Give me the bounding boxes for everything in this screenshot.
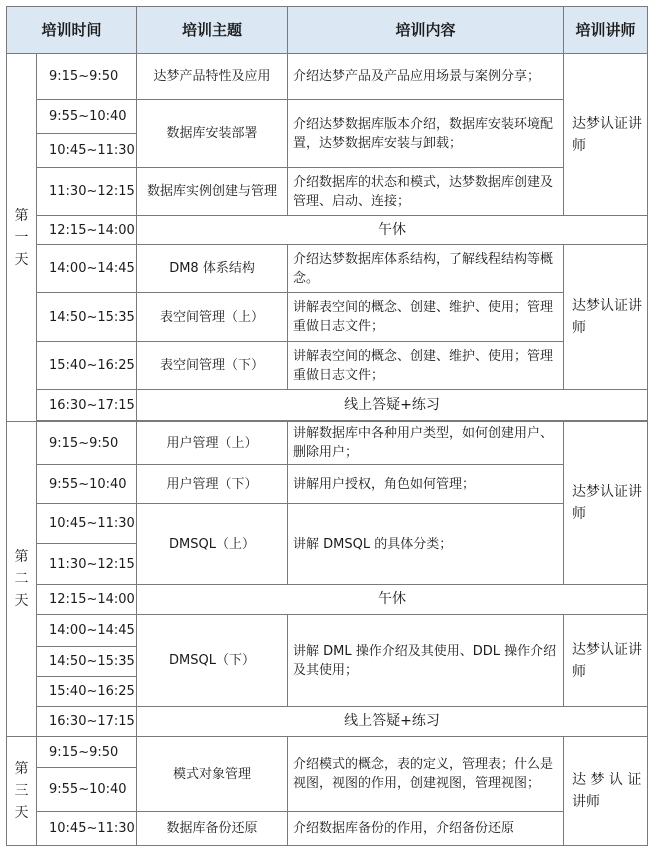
day-label: 第三天	[7, 737, 37, 846]
lunch-break: 午休	[137, 216, 648, 245]
time-cell: 12:15~14:00	[37, 585, 137, 615]
content-cell: 讲解 DML 操作介绍及其使用、DDL 操作介绍及其使用；	[288, 615, 564, 707]
time-cell: 11:30~12:15	[37, 544, 137, 585]
time-cell: 16:30~17:15	[37, 390, 137, 421]
topic-cell: 用户管理（上）	[137, 422, 288, 465]
topic-cell: 用户管理（下）	[137, 465, 288, 504]
time-cell: 10:45~11:30	[37, 812, 137, 846]
topic-cell: 模式对象管理	[137, 737, 288, 812]
time-cell: 12:15~14:00	[37, 216, 137, 245]
table-row	[7, 293, 648, 342]
day-label: 第一天	[7, 54, 37, 422]
header-topic: 培训主题	[137, 7, 288, 54]
topic-cell: 数据库实例创建与管理	[137, 168, 288, 216]
time-cell: 16:30~17:15	[37, 707, 137, 737]
time-cell: 14:00~14:45	[37, 245, 137, 293]
topic-cell: 表空间管理（下）	[137, 342, 288, 390]
lecturer-cell: 达梦认证讲师	[564, 245, 648, 390]
time-cell: 10:45~11:30	[37, 504, 137, 544]
time-cell: 14:50~15:35	[37, 647, 137, 677]
day-label: 第二天	[7, 422, 37, 737]
content-cell: 讲解数据库中各种用户类型，如何创建用户、删除用户；	[288, 422, 564, 465]
table-row	[7, 737, 648, 768]
table-row	[7, 54, 648, 100]
table-row	[7, 585, 648, 615]
lecturer-cell: 达梦认证讲师	[564, 422, 648, 585]
content-cell: 介绍数据库备份的作用，介绍备份还原	[288, 812, 564, 846]
topic-cell: 数据库备份还原	[137, 812, 288, 846]
content-cell: 讲解表空间的概念、创建、维护、使用；管理重做日志文件；	[288, 293, 564, 342]
header-lecturer: 培训讲师	[564, 7, 648, 54]
time-cell: 9:15~9:50	[37, 422, 137, 465]
time-cell: 15:40~16:25	[37, 677, 137, 707]
header-time: 培训时间	[7, 7, 137, 54]
time-cell: 9:55~10:40	[37, 768, 137, 812]
lunch-break: 午休	[137, 585, 648, 615]
topic-cell: 数据库安装部署	[137, 100, 288, 168]
time-cell: 9:15~9:50	[37, 54, 137, 100]
table-row	[7, 504, 648, 544]
table-row	[7, 615, 648, 647]
table-row	[7, 390, 648, 421]
time-cell: 9:55~10:40	[37, 465, 137, 504]
table-row	[7, 216, 648, 245]
topic-cell: 达梦产品特性及应用	[137, 54, 288, 100]
time-cell: 9:15~9:50	[37, 737, 137, 768]
content-cell: 讲解用户授权，角色如何管理；	[288, 465, 564, 504]
time-cell: 11:30~12:15	[37, 168, 137, 216]
table-row	[7, 707, 648, 737]
time-cell: 14:50~15:35	[37, 293, 137, 342]
table-row	[7, 422, 648, 465]
topic-cell: DM8 体系结构	[137, 245, 288, 293]
time-cell: 10:45~11:30	[37, 134, 137, 168]
content-cell: 介绍达梦数据库体系结构，了解线程结构等概念。	[288, 245, 564, 293]
content-cell: 介绍达梦产品及产品应用场景与案例分享；	[288, 54, 564, 100]
content-cell: 介绍达梦数据库版本介绍，数据库安装环境配置，达梦数据库安装与卸载；	[288, 100, 564, 168]
time-cell: 9:55~10:40	[37, 100, 137, 134]
table-row	[7, 100, 648, 134]
schedule-table	[6, 6, 648, 846]
table-row	[7, 342, 648, 390]
time-cell: 14:00~14:45	[37, 615, 137, 647]
table-row	[7, 168, 648, 216]
content-cell: 介绍数据库的状态和模式，达梦数据库创建及管理、启动、连接；	[288, 168, 564, 216]
content-cell: 讲解表空间的概念、创建、维护、使用；管理重做日志文件；	[288, 342, 564, 390]
table-row	[7, 812, 648, 846]
content-cell: 介绍模式的概念，表的定义，管理表；什么是视图，视图的作用，创建视图，管理视图；	[288, 737, 564, 812]
lecturer-cell: 达 梦 认 证讲师	[564, 737, 648, 846]
content-cell: 讲解 DMSQL 的具体分类；	[288, 504, 564, 585]
table-row	[7, 465, 648, 504]
lecturer-cell: 达梦认证讲师	[564, 54, 648, 216]
training-schedule	[6, 6, 648, 846]
qa-session: 线上答疑+练习	[137, 707, 648, 737]
table-row	[7, 245, 648, 293]
topic-cell: 表空间管理（上）	[137, 293, 288, 342]
lecturer-cell: 达梦认证讲师	[564, 615, 648, 707]
time-cell: 15:40~16:25	[37, 342, 137, 390]
header-content: 培训内容	[288, 7, 564, 54]
qa-session: 线上答疑+练习	[137, 390, 648, 421]
topic-cell: DMSQL（上）	[137, 504, 288, 585]
header-row	[7, 7, 648, 54]
topic-cell: DMSQL（下）	[137, 615, 288, 707]
